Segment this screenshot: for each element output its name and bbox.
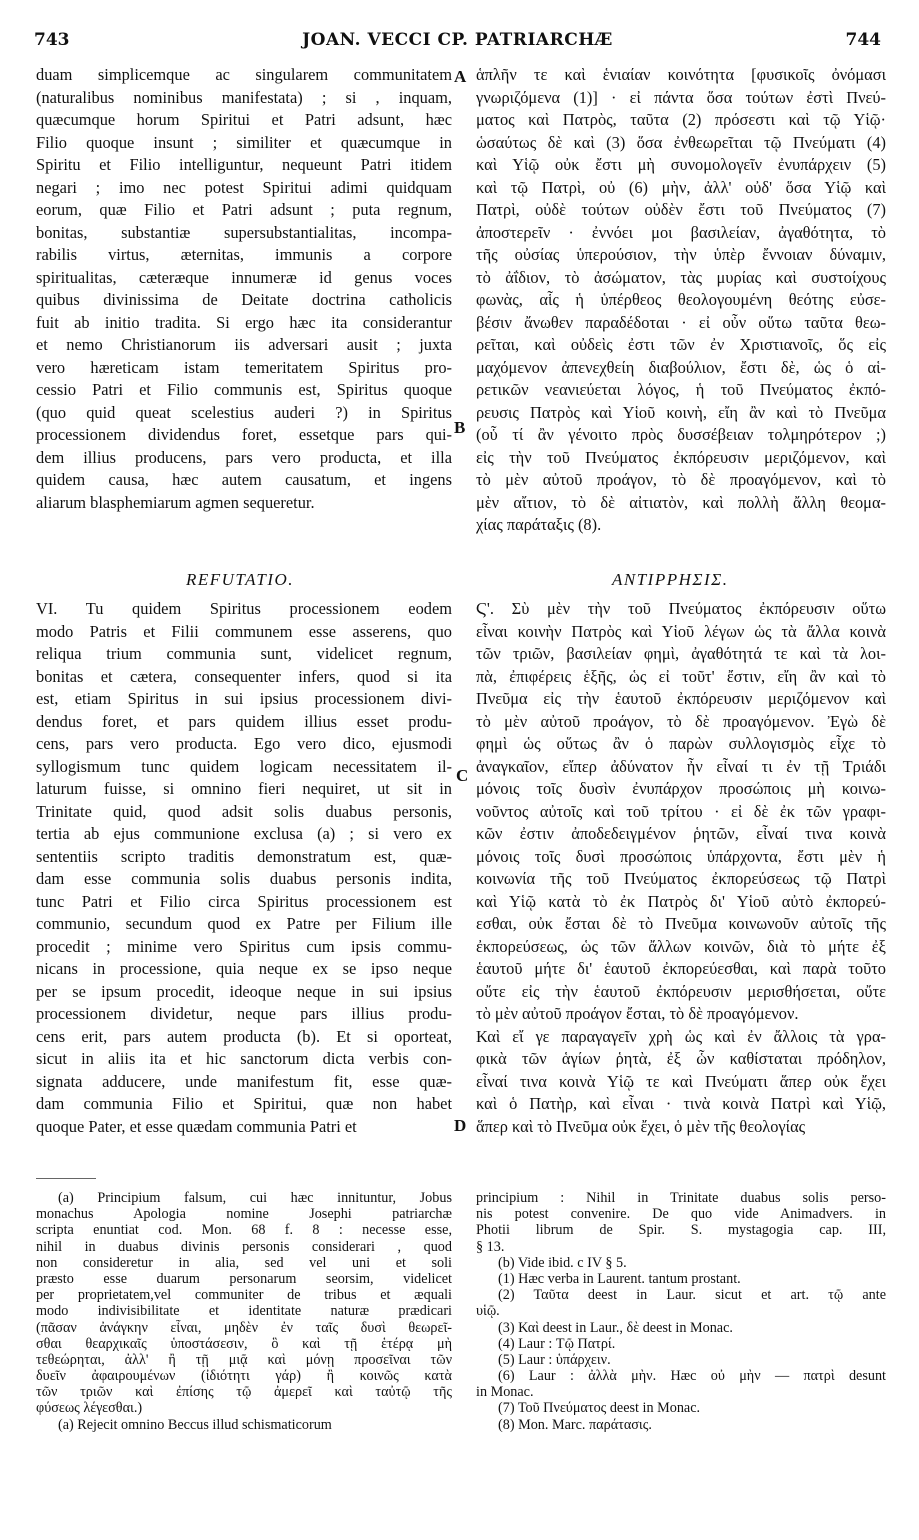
text-line: Ϛ'. Σὺ μὲν τὴν τοῦ Πνεύματος ἐκπόρευσιν οὕτω	[476, 599, 886, 618]
text-line: eorum, quæ Filio et Patri adsunt ; puta regnum,	[36, 200, 452, 219]
margin-letter-b: B	[454, 418, 466, 437]
text-line: vero hæreticam istam temeritatem Spiritus pro-	[36, 357, 452, 377]
footnote-line: Photii librum de Spir. S. mystagogia cap. III,	[476, 1222, 886, 1239]
text-line: processionem dividetur, neque pars illius produ-	[36, 1004, 452, 1023]
text-line: καὶ Υἱῷ κατὰ τὸ ἐκ Πατρὸς δι' Υἱοῦ αὐτὸ ἐκπορεύ-	[476, 891, 886, 911]
footnote-line: nihil in duabus divinis personis considerari , quod	[36, 1238, 452, 1255]
margin-letter-c: C	[456, 766, 469, 785]
text-line: πὰ, ἐπιφέρεις ἑξῆς, ὡς εἰ τοῦτ' ἔστιν, εἴη ἂν καὶ τὸ	[476, 666, 886, 686]
text-line: καὶ τῷ Πατρὶ, οὐ (6) μὴν, ἀλλ' οὐδ' ὅσα Υἱῷ καὶ	[476, 177, 886, 197]
footnote-line: τῶν τριῶν καὶ ἐπίσης τῷ ἀμερεῖ καὶ ταὐτῷ τῆς	[36, 1384, 452, 1401]
footnote-line: scripta enuntiat cod. Mon. 68 f. 8 : necesse esse,	[36, 1222, 452, 1239]
text-line: φικὰ τῶν ἁγίων ῥητὰ, ἐξ ὧν καθίσταται πρόδηλον,	[476, 1049, 886, 1068]
page-number-right: 744	[845, 30, 881, 50]
text-line: ἀναγκαῖον, εἴπερ ἀδύνατον ἦν εἶναί τι ἐν τῇ Τριάδι	[476, 756, 886, 776]
footnote-line: (8) Mon. Marc. παράτασις.	[498, 1416, 652, 1433]
text-line: ρευσις Πατρὸς καὶ Υἱοῦ κοινὴ, εἴη ἂν καὶ τὸ Πνεῦμα	[476, 402, 886, 422]
footnote-line: (b) Vide ibid. c IV § 5.	[498, 1254, 627, 1271]
text-line: φωνὰς, αἷς ἡ ὑπέρθεος θεολογουμένη θεότης εὐσε-	[476, 290, 886, 309]
text-line: signata adducere, unde manifestum fit, esse quæ-	[36, 1071, 452, 1091]
footnote-line: non consideretur in alia, sed vel uni et soli	[36, 1254, 452, 1271]
text-line: (οὗ τί ἂν γένοιτο πρὸς δυσσέβειαν τολμηρότερον ;)	[476, 425, 886, 444]
text-line: χίας παράταξις (8).	[476, 515, 602, 534]
footnote-line: υἱῷ.	[476, 1303, 500, 1320]
footnote-line: (1) Hæc verba in Laurent. tantum prostant.	[498, 1270, 741, 1287]
text-line: negari ; imo nec potest Spiritui adimi quidquam	[36, 177, 452, 197]
text-line: καὶ ὁ Πατὴρ, καὶ εἶναι · τινὰ κοινὰ Πατρὶ καὶ Υἱῷ,	[476, 1094, 886, 1113]
text-line: κῶν ἐστιν ἀποδεδειγμένον ῥητῶν, εἶναί τινα κοινὰ	[476, 824, 886, 843]
latin-main-text	[36, 64, 452, 514]
text-line: μὲν αἴτιον, τὸ δὲ αἰτιατὸν, καὶ πολλὴ ἄλλη θεομα-	[476, 492, 886, 512]
text-line: bonitas et cætera, consequenter infers, quod si ita	[36, 666, 452, 686]
text-line: tunc Patri et Filio circa Spiritus processionem est	[36, 891, 452, 911]
text-line: cens, pars vero producta. Ego vero dico, ejusmodi	[36, 734, 452, 753]
text-line: est, etiam Spiritus in sui ipsius processionem divi-	[36, 689, 452, 708]
text-line: (quo quid queat scelestius auderi ?) in Spiritus	[36, 402, 452, 422]
text-line: bonitas, substantiæ supersubstantialitas, incompa-	[36, 222, 452, 242]
text-line: ὡσαύτως δὲ καὶ (3) ὅσα ἐνθεωρεῖται τῷ Πνεύματι (4)	[476, 132, 886, 152]
text-line: procedit ; minime vero Spiritus cum ipsis commu-	[36, 936, 452, 956]
text-line: κοινωνία τῆς τοῦ Πνεύματος ἐκπορεύσεως τῷ Πατρὶ	[476, 869, 886, 888]
footnotes-left	[36, 1190, 452, 1433]
text-line: spiritualitas, cæteræque innumeræ id genus voces	[36, 267, 452, 287]
text-line: rabilis virtus, æternitas, immunis a corpore	[36, 245, 452, 264]
text-line: ἁπλῆν τε καὶ ἑνιαίαν κοινότητα [φυσικοῖς ὀνόμασι	[476, 65, 886, 84]
footnote-line: σθαι θεαρχικαῖς ὑποστάσεσιν, ὃ καὶ τῇ ἑτέρᾳ μὴ	[36, 1335, 452, 1352]
footnote-line: præsto esse duarum personarum seorsim, videlicet	[36, 1270, 452, 1287]
text-line: VI. Tu quidem Spiritus processionem eodem	[36, 599, 452, 618]
text-line: duam simplicemque ac singularem communitatem	[36, 65, 452, 84]
text-line: sicut in aliis ita et hic sanctorum dicta verbis con-	[36, 1049, 452, 1068]
latin-refutatio-text	[36, 598, 452, 1138]
text-line: μαχόμενον ἀπενεχθείη διαβούλιον, ἔστι δὲ, ὡς ὁ αἱ-	[476, 357, 886, 377]
text-line: Πατρὶ, οὐδὲ τούτων οὐδὲν ἔστι τοῦ Πνεύματος (7)	[476, 200, 886, 219]
text-line: τὸ μὲν αὐτοῦ προάγον ἔσται, τὸ δὲ προαγόμενον.	[476, 1004, 799, 1023]
text-line: τὸ μὲν αὐτοῦ προάγον, τὸ δὲ προαγόμενον, καὶ τὸ	[476, 470, 886, 489]
text-line: quæcumque horum Spiritui et Patri adsunt, hæc	[36, 110, 452, 129]
footnote-line: (7) Τοῦ Πνεύματος deest in Monac.	[498, 1400, 701, 1417]
margin-letter-d: D	[454, 1116, 467, 1135]
footnote-line: monachus Apologia nomine Josephi patriarchæ	[36, 1206, 452, 1223]
greek-section-heading: ΑΝΤΙΡΡΗΣΙΣ.	[612, 570, 729, 589]
text-line: φημὶ ὡς οὕτως ἂν ὁ παρὼν συλλογισμὸς εἶχε τὸ	[476, 734, 886, 753]
footnote-line: (6) Laur : ἀλλὰ μὴν. Hæc οὐ μὴν — πατρὶ desunt	[498, 1368, 886, 1385]
text-line: ἐκπορεύσεως, ὡς τῶν ἄλλων κοινῶν, διὰ τὸ μήτε ἐξ	[476, 936, 886, 956]
footnote-line: (a) Principium falsum, cui hæc innituntur, Jobus	[58, 1190, 452, 1206]
text-line: cessio Patri et Filio communis est, Spiritus quoque	[36, 380, 452, 399]
greek-main-text	[476, 64, 886, 537]
page-number-left: 743	[34, 30, 70, 50]
footnote-line: nis potest convenire. De quo vide Animadvers. in	[476, 1206, 886, 1223]
text-line: processionem dividendus foret, essetque pars qui-	[36, 425, 452, 444]
text-line: nicans in processione, quia neque ex se ipso neque	[36, 959, 452, 978]
footnote-line: (πᾶσαν ἀνάγκην εἶναι, μηδὲν ἐν ταῖς δυσὶ θεωρεῖ-	[36, 1319, 452, 1336]
footnote-line: (a) Rejecit omnino Beccus illud schismaticorum	[58, 1416, 332, 1433]
text-line: quibus divinissima de Deitate doctrina catholicis	[36, 290, 452, 309]
latin-section-heading: REFUTATIO.	[186, 570, 295, 589]
text-line: γνωριζόμενα (1)] · εἰ πάντα ὅσα τούτων ἐστὶ Πνεύ-	[476, 87, 886, 107]
text-line: fuit ab initio tradita. Si ergo hæc ita considerantur	[36, 312, 452, 332]
text-line: Filio quoque insunt ; similiter et quæcumque in	[36, 132, 452, 152]
text-line: syllogismum tunc quidem logicam necessitatem il-	[36, 756, 452, 776]
text-line: sententiis scripto traditis demonstratum est, quæ-	[36, 846, 452, 866]
text-line: laturum fuisse, si omnino fieri nequiret, ut sit in	[36, 779, 452, 798]
text-line: Trinitate quid, quod adsit solis duabus personis,	[36, 801, 452, 821]
text-line: et nemo Christianorum iis adversari ausit ; juxta	[36, 335, 452, 354]
text-line: τὸ ἀΐδιον, τὸ ἀσώματον, τὰς μυρίας καὶ συστοίχους	[476, 267, 886, 287]
text-line: τῆς οὐσίας ὑπερούσιον, τὴν ὑπὲρ ἔννοιαν δύναμιν,	[476, 245, 886, 264]
running-header	[34, 30, 881, 56]
text-line: οὔτε εἰς τὴν ἑαυτοῦ ἐκπόρευσιν μερισθήσεται, οὔτε	[476, 981, 886, 1001]
footnote-line: modo indivisibilitate et identitate naturæ prædicari	[36, 1303, 452, 1320]
greek-refutatio-text	[476, 598, 886, 1138]
text-line: dam esse communia solis duabus personis indita,	[36, 869, 452, 888]
text-line: εσθαι, οὐκ ἔσται δὲ τὸ Πνεῦμα κοινωνοῦν αὐτοῖς τῆς	[476, 914, 886, 933]
footnote-line: in Monac.	[476, 1384, 534, 1401]
footnote-line: φύσεως λέγεσθαι.)	[36, 1400, 143, 1417]
text-line: εἰς τὴν τοῦ Πνεύματος ἐκπόρευσιν μεριζόμενον, καὶ	[476, 447, 886, 467]
text-line: ἑαυτοῦ μήτε δι' ἑαυτοῦ ἐκπορεύεσθαι, καὶ παρὰ τοῦτο	[476, 959, 886, 978]
text-line: quoque Pater, et esse quædam communia Patri et	[36, 1116, 357, 1136]
text-line: quidem causa, hæc autem causatum, et ingens	[36, 470, 452, 489]
text-line: ἀποστερεῖν · ἐννόει μοι βασιλείαν, ἀγαθότητα, τὸ	[476, 222, 886, 242]
text-line: reliqua trium communia sunt, videlicet regnum,	[36, 644, 452, 663]
text-line: dam communia Filio et Spiritui, quæ non habet	[36, 1094, 452, 1113]
text-line: dendus foret, et pars quidem illius esset produ-	[36, 711, 452, 731]
text-line: μόνοις τοῖς δυσὶν ἐνυπάρχον προσώποις μὴ κοινω-	[476, 779, 886, 798]
text-line: ρετικῶν νεανιεύεται λόγος, ἡ τοῦ Πνεύματος ἐκπό-	[476, 380, 886, 399]
text-line: νοῦντος αὐτοῖς καὶ τοῦ τρίτου · εἰ δὲ ἐκ τῶν γραφι-	[476, 801, 886, 821]
text-line: modo Patris et Filii communem esse asserens, quo	[36, 621, 452, 641]
footnote-line: (5) Laur : ὑπάρχειν.	[498, 1351, 611, 1368]
text-line: (naturalibus nominibus manifestata) ; si , inquam,	[36, 87, 452, 107]
text-line: Καὶ εἴ γε παραγαγεῖν χρὴ ὡς καὶ ἐν ἄλλοις τὰ γρα-	[476, 1026, 886, 1046]
text-line: μόνοις τοῖς δυσὶ προσώποις ὑπάρχοντα, ἔστι μὲν ἡ	[476, 846, 886, 866]
footnote-line: per proprietatem,vel communiter de tribus et æquali	[36, 1287, 452, 1304]
running-title: JOAN. VECCI CP. PATRIARCHÆ	[302, 30, 613, 50]
text-line: per se ipsum procedit, ideoque neque in sui ipsius	[36, 981, 452, 1001]
text-line: ρεῖται, καὶ οὐδεὶς ἐστι τῶν ἐν Χριστιανοῖς, ὅς εἰς	[476, 335, 886, 354]
text-line: aliarum blasphemiarum agmen sequeretur.	[36, 492, 315, 512]
footnote-rule	[36, 1178, 96, 1179]
margin-letter-a: A	[454, 67, 467, 86]
text-line: ματος καὶ Πατρὸς, ταῦτα (2) πρόσεστι καὶ τῷ Υἱῷ·	[476, 110, 886, 129]
footnote-line: § 13.	[476, 1238, 505, 1255]
text-line: cens erit, pars autem producta (b). Et si oporteat,	[36, 1026, 452, 1046]
text-line: communio, secundum quod ex Patre per Filium ille	[36, 914, 452, 933]
text-line: τὸ μὲν αὐτοῦ προάγον, τὸ δὲ προαγόμενον. Ἐγὼ δὲ	[476, 711, 886, 731]
text-line: εἶναί τινα κοινὰ Υἱῷ τε καὶ Πνεύματι ἅπερ οὐκ ἔχει	[476, 1071, 886, 1091]
text-line: βέσιν ἄνωθεν παραδέδοται · εἰ οὖν οὕτω ταῦτα θεω-	[476, 312, 886, 332]
footnote-line: (3) Καὶ deest in Laur., δὲ deest in Monac.	[498, 1319, 733, 1336]
footnote-line: principium : Nihil in Trinitate duabus solis perso-	[476, 1190, 886, 1206]
footnote-line: (4) Laur : Τῷ Πατρί.	[498, 1335, 616, 1352]
footnote-line: δυεῖν ἀφαιρουμένων (ἰδιότητι γάρ) ἢ κοινῶς κατὰ	[36, 1368, 452, 1385]
footnote-line: (2) Ταῦτα deest in Laur. sicut et art. τῷ ante	[498, 1287, 886, 1304]
text-line: Spiritu et Filio intelliguntur, nequeunt Patri itidem	[36, 155, 452, 174]
text-line: εἶναι κοινὴν Πατρὸς καὶ Υἱοῦ λέγων ὡς τὰ ἄλλα κοινὰ	[476, 621, 886, 641]
text-line: Πνεῦμα εἰς τὴν ἑαυτοῦ ἐκπόρευσιν μεριζόμενον καὶ	[476, 689, 886, 708]
footnotes-right	[476, 1190, 886, 1433]
text-line: dem illius producens, pars vero producta, et illa	[36, 447, 452, 467]
footnote-line: τεθεώρηται, ἀλλ' ἢ τῇ μιᾷ καὶ μόνῃ προσεῖναι τῶν	[36, 1351, 452, 1368]
text-line: tertia ab ejus communione exclusa (a) ; si vero ex	[36, 824, 452, 843]
text-line: ἅπερ καὶ τὸ Πνεῦμα οὐκ ἔχει, ὁ μὲν τῆς θεολογίας	[476, 1116, 806, 1136]
text-line: καὶ Υἱῷ οὐκ ἔστι μὴ συνομολογεῖν ἐνυπάρχειν (5)	[476, 155, 886, 174]
text-line: τῶν τριῶν, βασιλείαν φημὶ, ἀγαθότητά τε καὶ τὰ λοι-	[476, 644, 886, 663]
